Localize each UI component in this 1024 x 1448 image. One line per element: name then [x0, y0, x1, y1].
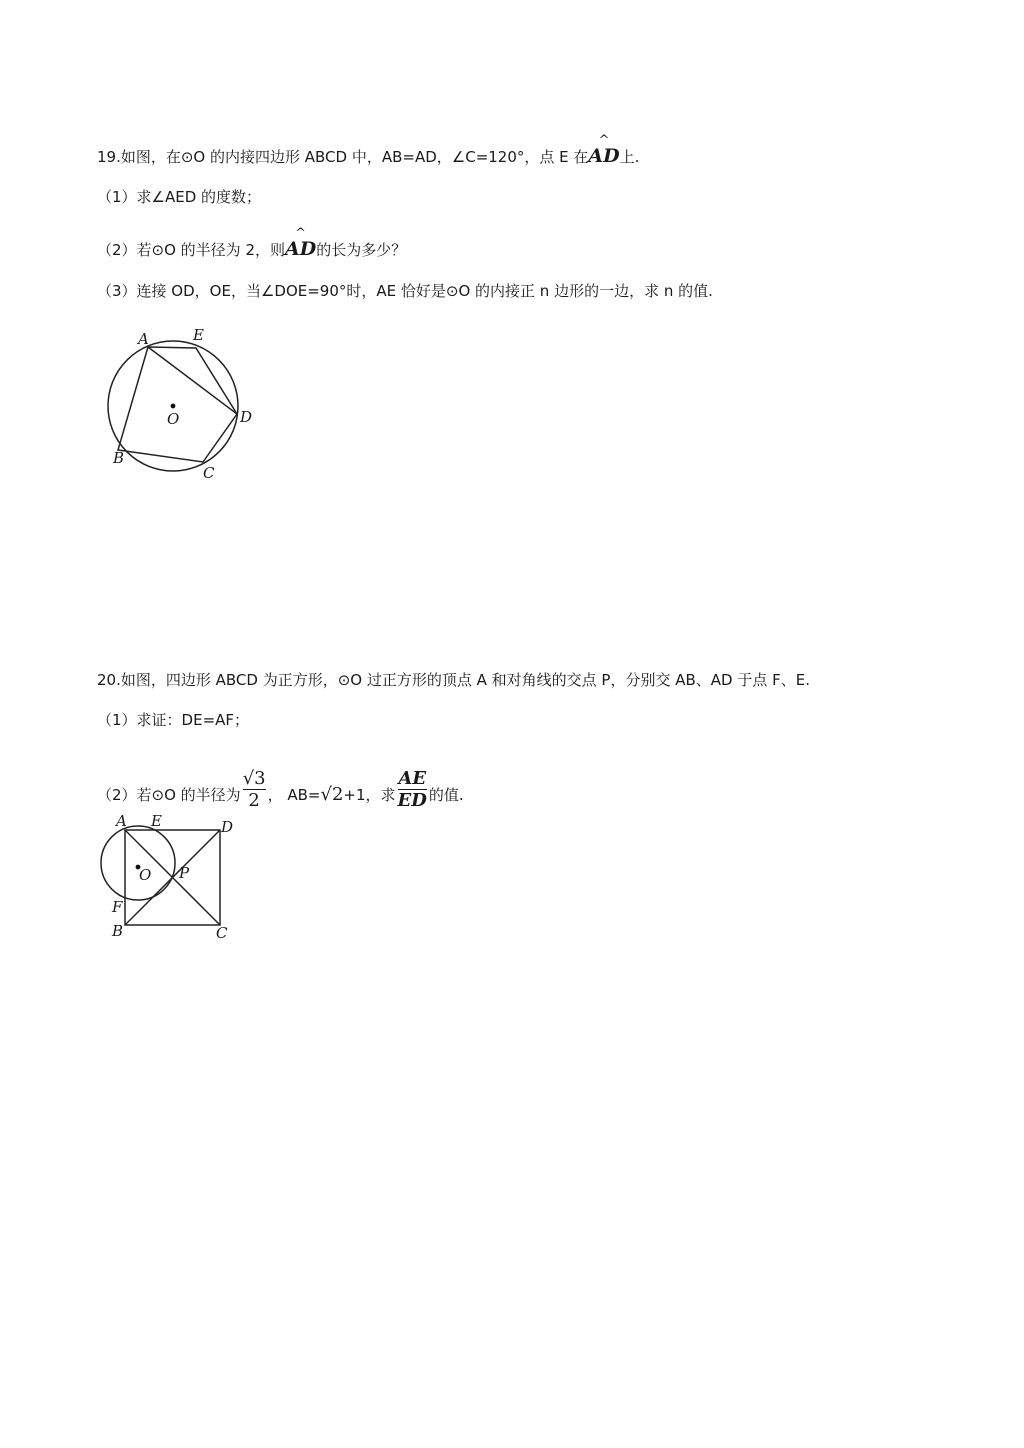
q20-figure	[95, 812, 245, 947]
q20-part2-text: （2）若⊙O 的半径为	[97, 786, 241, 804]
arc-ad	[588, 133, 620, 167]
arc-hat-icon: ^	[598, 133, 610, 148]
q19-title	[97, 133, 640, 167]
q20-circle	[101, 826, 175, 900]
q20-label-e: E	[151, 812, 162, 830]
arc-ad-label-2: AD	[285, 238, 317, 260]
q20-part1: （1）求证：DE=AF；	[97, 711, 250, 729]
q19-part1: （1）求∠AED 的度数；	[97, 188, 262, 206]
q20-part2	[97, 768, 464, 817]
q20-label-d: D	[221, 818, 234, 836]
q19-label-e: E	[193, 326, 204, 344]
q20-part2-end: 的值.	[428, 786, 464, 804]
q19-part2	[97, 226, 407, 260]
q19-part2-text: （2）若⊙O 的半径为 2，则	[97, 241, 285, 259]
q19-part2-end: 的长为多少？	[316, 241, 407, 259]
ratio-fraction	[398, 768, 427, 811]
q19-title-text: 19.如图，在⊙O 的内接四边形 ABCD 中，AB=AD，∠C=120°，点 E 在	[97, 148, 589, 166]
ratio-numerator: AE	[398, 768, 427, 789]
q20-label-a: A	[116, 812, 127, 830]
q20-label-b: B	[112, 922, 124, 940]
q19-quadrilateral	[118, 347, 237, 462]
arc-ad-label: AD	[588, 145, 620, 167]
q20-part2-find: +1，求	[343, 786, 396, 804]
q19-center-dot	[171, 404, 176, 409]
q19-figure	[100, 320, 270, 490]
q20-label-c: C	[216, 924, 228, 942]
q20-title: 20.如图，四边形 ABCD 为正方形，⊙O 过正方形的顶点 A 和对角线的交点 P，分别交 AB、AD 于点 F、E.	[97, 671, 811, 689]
radius-fraction	[243, 768, 266, 811]
q19-label-c: C	[203, 464, 215, 482]
ratio-denominator: ED	[397, 790, 427, 811]
q19-title-end: 上.	[619, 148, 640, 166]
arc-hat-icon: ^	[295, 226, 307, 241]
q19-part3: （3）连接 OD，OE，当∠DOE=90°时，AE 恰好是⊙O 的内接正 n 边形的一边，求 n 的值.	[97, 282, 713, 300]
q20-label-p: P	[179, 864, 190, 882]
ab-root: √2	[320, 784, 344, 805]
q20-label-o: O	[139, 866, 152, 884]
q20-label-f: F	[112, 898, 123, 916]
radius-numerator: √3	[242, 768, 266, 789]
q19-label-b: B	[113, 449, 125, 467]
q19-label-o: O	[167, 410, 180, 428]
arc-ad-2	[285, 226, 317, 260]
radius-denominator: 2	[248, 790, 260, 811]
q19-label-d: D	[240, 408, 253, 426]
q19-label-a: A	[138, 330, 149, 348]
q20-part2-ab: ， AB=	[267, 786, 321, 804]
